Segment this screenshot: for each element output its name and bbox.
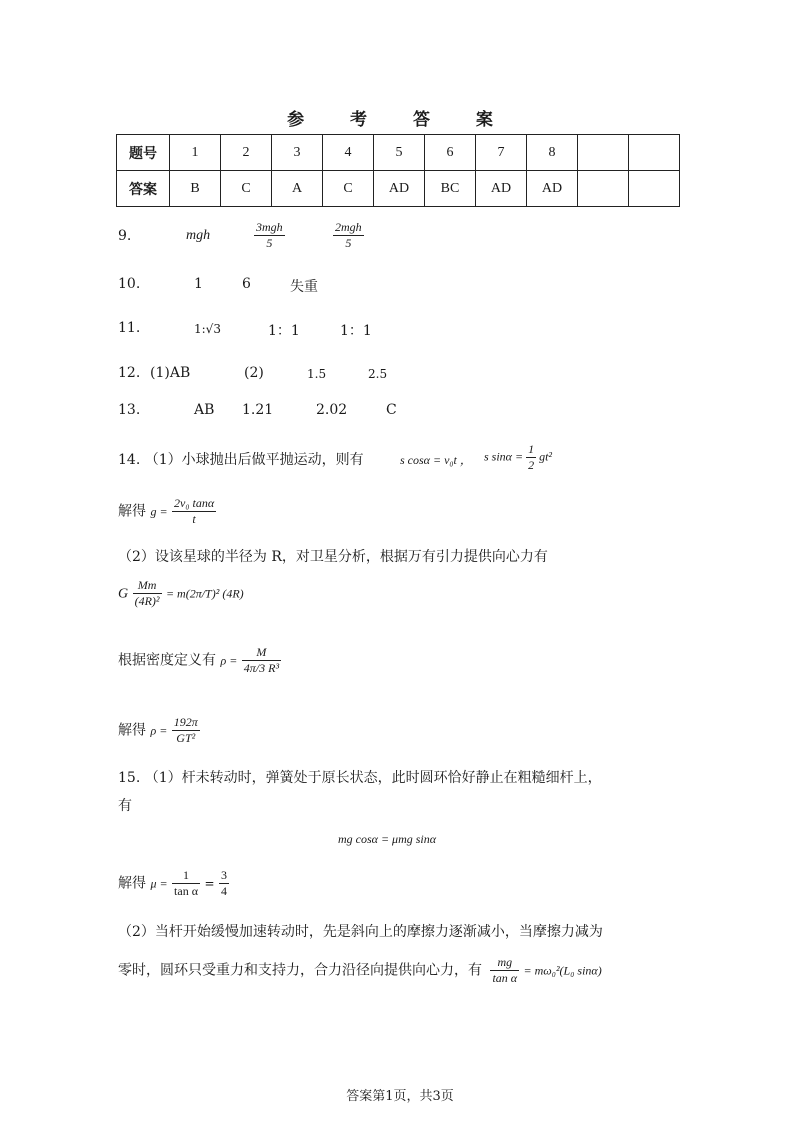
q11-answer-2: 1：1 — [268, 323, 300, 339]
q10-answer-3: 失重 — [290, 279, 318, 295]
header-cell: 答案 — [117, 171, 170, 207]
solution-prefix: 解得 — [118, 503, 146, 520]
q13-answer-2: 1.21 — [242, 402, 274, 418]
q10-number: 10. — [118, 276, 141, 292]
q13-number: 13. — [118, 402, 141, 418]
answer-cell: C — [323, 171, 374, 207]
q10-answer-1: 1 — [194, 276, 203, 292]
answer-cell: B — [170, 171, 221, 207]
solution-prefix: 解得 — [118, 722, 146, 739]
q14-solution-1 — [118, 496, 216, 527]
fraction-denominator: 5 — [266, 236, 273, 250]
q12-part-2: (2) — [244, 365, 264, 381]
answer-cell: BC — [425, 171, 476, 207]
q9-number: 9. — [118, 228, 132, 244]
solution-lhs: ρ = — [150, 723, 168, 738]
q11-answer-3: 1：1 — [340, 323, 372, 339]
solution-prefix: 解得 — [118, 875, 146, 892]
number-cell: 4 — [323, 135, 374, 171]
q14-equation-1: s cosα = v₀t ， — [400, 453, 472, 467]
answer-cell — [629, 171, 680, 207]
equation-rhs: gt² — [539, 449, 553, 464]
q15-solution — [118, 868, 229, 899]
q12-part-1: (1)AB — [150, 365, 191, 381]
fraction-denominator: tan α — [492, 971, 518, 985]
table-row — [117, 171, 680, 207]
fraction-denominator: GT² — [176, 731, 196, 745]
q11-number: 11. — [118, 320, 141, 336]
equation-rhs: = mω₀²(L₀ sinα) — [523, 963, 602, 978]
table-row — [117, 135, 680, 171]
number-cell: 5 — [374, 135, 425, 171]
fraction-numerator: 192π — [173, 715, 198, 729]
answer-cell: AD — [527, 171, 578, 207]
q12-answer-1: 1.5 — [307, 367, 327, 381]
equation-g: G — [118, 586, 129, 602]
page-footer: 答案第1页，共3页 — [346, 1089, 454, 1104]
q9-answer-2 — [254, 220, 285, 251]
fraction-numerator: 1 — [528, 442, 535, 456]
q14-solution-2 — [118, 715, 200, 746]
q14-density-equation — [118, 645, 281, 676]
q9-answer-3 — [333, 220, 364, 251]
fraction-numerator: mg — [490, 955, 519, 971]
fraction-denominator: (4R)² — [134, 594, 160, 608]
q11-answer-1: 1:√3 — [194, 322, 221, 336]
fraction-denominator: t — [192, 512, 196, 526]
part-2-text: 零时，圆环只受重力和支持力，合力沿径向提供向心力，有 — [118, 962, 482, 979]
q12-number: 12. — [118, 365, 141, 381]
fraction-numerator: 1 — [172, 868, 200, 884]
q15-equation-1: mg cosα = μmg sinα — [338, 832, 437, 846]
q13-answer-4: C — [386, 402, 397, 418]
q12-answer-2: 2.5 — [368, 367, 388, 381]
q10-answer-2: 6 — [242, 276, 251, 292]
density-lhs: ρ = — [220, 653, 238, 668]
number-cell: 7 — [476, 135, 527, 171]
number-cell — [629, 135, 680, 171]
number-cell: 2 — [221, 135, 272, 171]
number-cell: 6 — [425, 135, 476, 171]
q13-answer-3: 2.02 — [316, 402, 348, 418]
answer-cell: A — [272, 171, 323, 207]
density-prefix: 根据密度定义有 — [118, 652, 216, 669]
answer-cell: AD — [374, 171, 425, 207]
q15-intro-line-2: 有 — [118, 798, 132, 814]
number-cell: 1 — [170, 135, 221, 171]
fraction-denominator: tan α — [174, 884, 198, 898]
number-cell: 3 — [272, 135, 323, 171]
q14-intro: 14. （1）小球抛出后做平抛运动，则有 — [118, 452, 364, 468]
fraction-numerator: 3 — [220, 868, 227, 882]
fraction-denominator: 5 — [345, 236, 352, 250]
fraction-numerator: Mm — [133, 578, 162, 594]
fraction-numerator: 3mgh — [256, 220, 283, 234]
fraction-denominator: 4 — [220, 884, 227, 898]
answer-cell: C — [221, 171, 272, 207]
header-cell: 题号 — [117, 135, 170, 171]
fraction-denominator: 4π/3 R³ — [243, 661, 280, 675]
q14-gravity-equation — [118, 578, 244, 609]
equals-sign: = — [204, 876, 215, 891]
solution-lhs: g = — [150, 504, 168, 519]
q9-answer-1: mgh — [186, 228, 211, 243]
fraction-numerator: M — [242, 645, 281, 661]
q14-equation-2 — [484, 442, 552, 473]
equation-rhs: = m(2π/T)² (4R) — [165, 586, 244, 601]
fraction-numerator: 2mgh — [335, 220, 362, 234]
answer-table — [116, 134, 680, 207]
equation-lhs: s sinα = — [484, 449, 524, 464]
q15-intro-line-1: 15. （1）杆未转动时，弹簧处于原长状态，此时圆环恰好静止在粗糙细杆上， — [118, 770, 602, 786]
fraction-numerator: 2v₀ tanα — [174, 496, 215, 510]
page-title: 参 考 答 案 — [287, 110, 513, 130]
q14-part-2: （2）设该星球的半径为 R，对卫星分析，根据万有引力提供向心力有 — [118, 549, 548, 565]
q13-answer-1: AB — [194, 402, 215, 418]
answer-cell — [578, 171, 629, 207]
answer-cell: AD — [476, 171, 527, 207]
fraction-denominator: 2 — [528, 458, 535, 472]
q15-part-2-line-1: （2）当杆开始缓慢加速转动时，先是斜向上的摩擦力逐渐减小，当摩擦力减为 — [118, 924, 603, 940]
number-cell: 8 — [527, 135, 578, 171]
number-cell — [578, 135, 629, 171]
solution-lhs: μ = — [150, 876, 168, 891]
q15-part-2-line-2 — [118, 955, 602, 986]
